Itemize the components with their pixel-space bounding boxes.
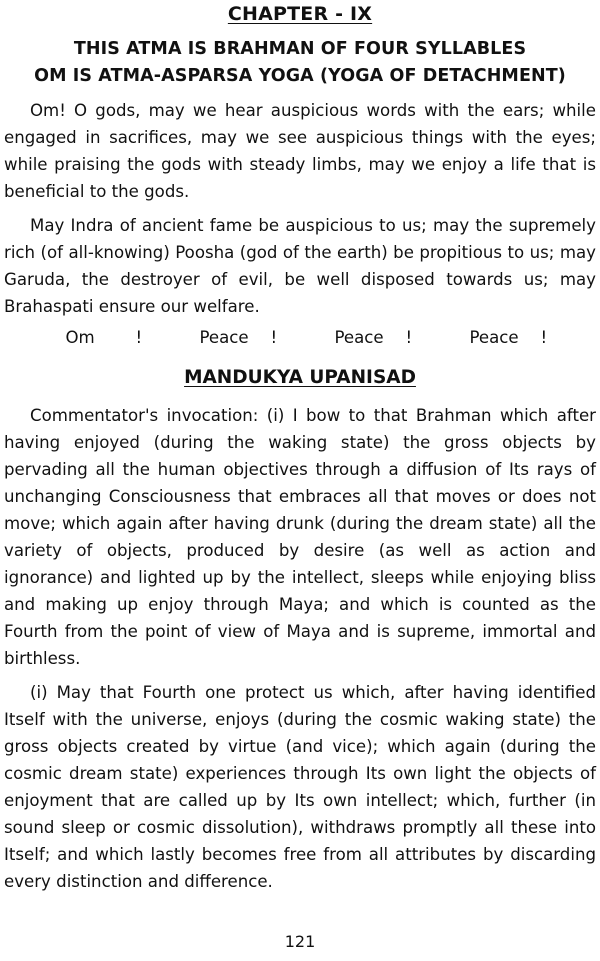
peace-exclamation: ! xyxy=(405,328,413,347)
paragraph-fourth-protect: (i) May that Fourth one protect us which, after having identified Itself with the universe, enjoys (during the cosmic waking state) the gross objects created by virtue (and vice); which again (during the cosmic dream state) experiences through Its own light the objects of enjoyment that are called up by Its own intellect; which, further (in sound sleep or cosmic dissolution), withdraws promptly all these into Itself; and which lastly becomes free from all attributes by discarding every distinction and difference. xyxy=(4,683,596,891)
chapter-title-line-2: OM IS ATMA-ASPARSA YOGA (YOGA OF DETACHMENT) xyxy=(34,66,566,86)
peace-word: Peace xyxy=(199,328,249,347)
chapter-title xyxy=(4,36,596,90)
peace-exclamation: ! xyxy=(135,328,143,347)
chapter-title-line-1: THIS ATMA IS BRAHMAN OF FOUR SYLLABLES xyxy=(73,39,527,59)
peace-word: Peace xyxy=(334,328,384,347)
paragraph-invocation-gods: Om! O gods, may we hear auspicious words with the ears; while engaged in sacrifices, may we see auspicious things with the eyes; while praising the gods with steady limbs, may we enjoy a life that is beneficial to the gods. xyxy=(4,101,596,201)
section-heading: MANDUKYA UPANISAD xyxy=(184,367,416,388)
peace-invocation-line xyxy=(4,324,596,351)
paragraph-commentator-invocation: Commentator's invocation: (i) I bow to that Brahman which after having enjoyed (during the waking state) the gross objects by pervading all the human objectives through a diffusion of Its rays of unchanging Consciousness that embraces all that moves or does not move; which again after having drunk (during the dream state) all the variety of objects, produced by desire (as well as action and ignorance) and lighted up by the intellect, sleeps while enjoying bliss and making up enjoy through Maya; and which is counted as the Fourth from the point of view of Maya and is supreme, immortal and birthless. xyxy=(4,406,596,668)
chapter-heading: CHAPTER - IX xyxy=(227,3,373,25)
peace-exclamation: ! xyxy=(270,328,278,347)
peace-word-om: Om xyxy=(65,328,95,347)
peace-exclamation: ! xyxy=(540,328,548,347)
peace-word: Peace xyxy=(469,328,519,347)
page-number: 121 xyxy=(284,932,316,951)
paragraph-invocation-indra: May Indra of ancient fame be auspicious to us; may the supremely rich (of all-knowing) Poosha (god of the earth) be propitious to us; may Garuda, the destroyer of evil, be well disposed towards us; may Brahaspati ensure our welfare. xyxy=(4,216,596,316)
